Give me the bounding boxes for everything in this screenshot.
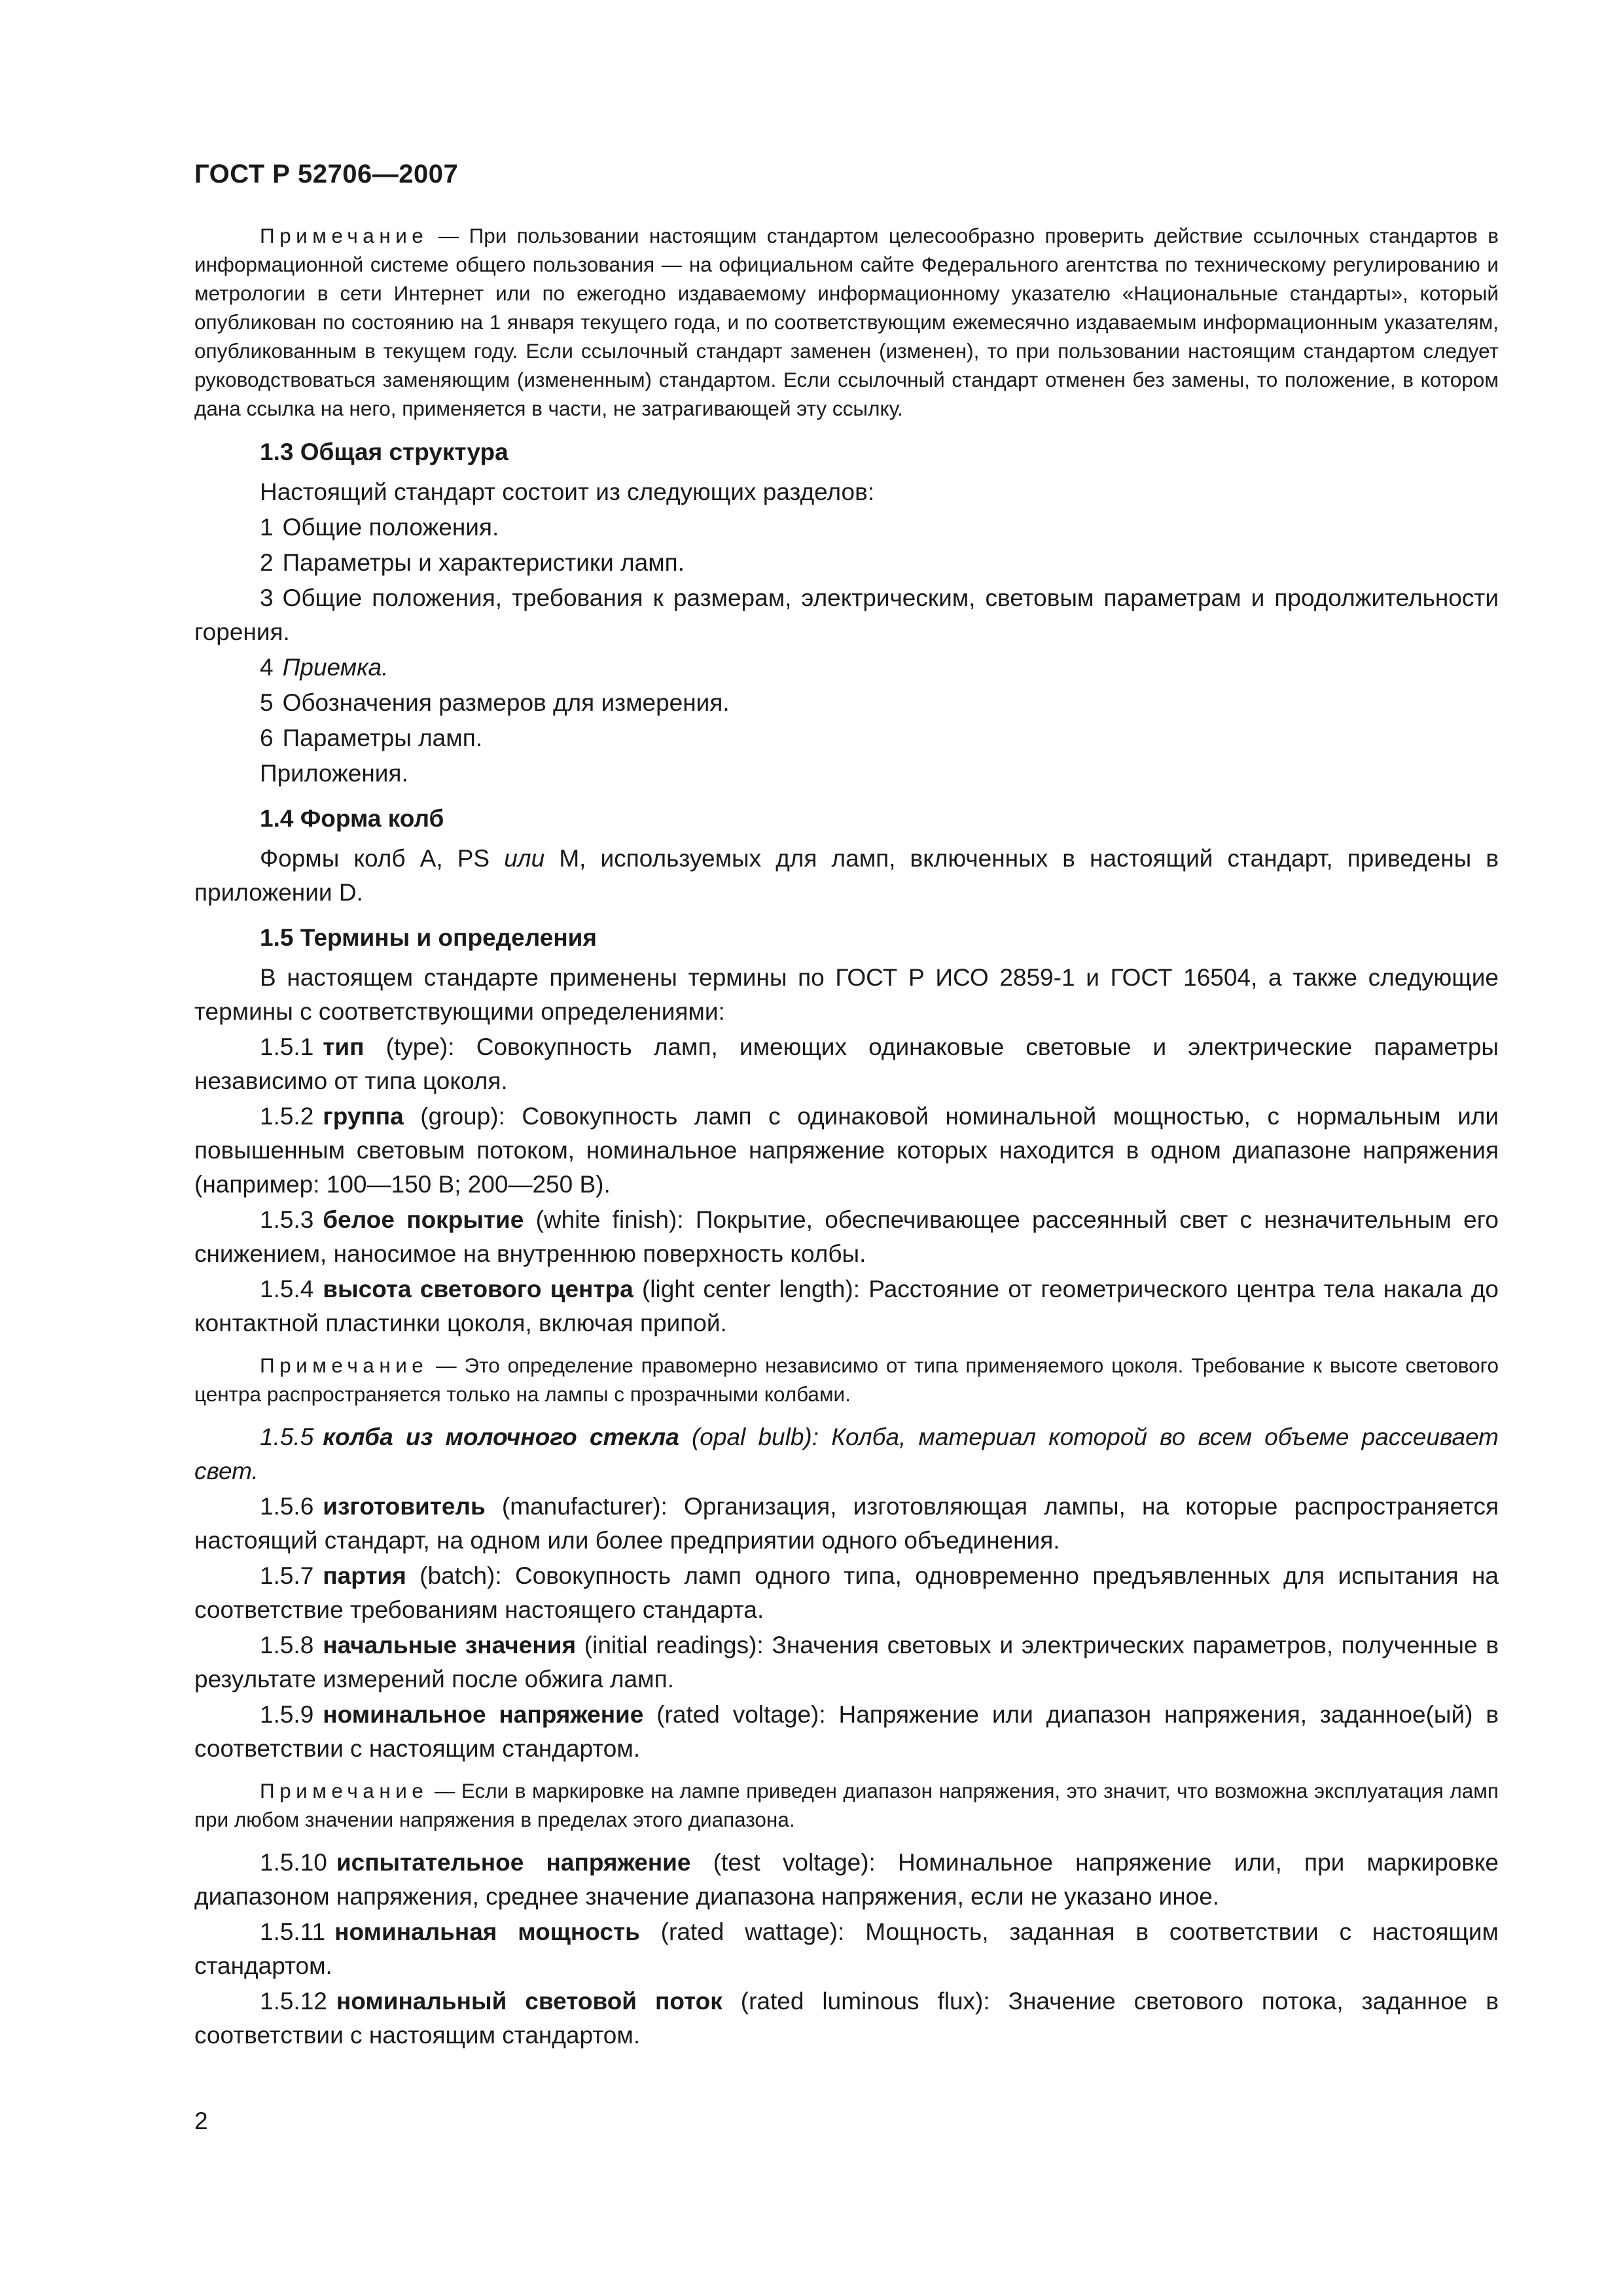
definition-1-5-4 (194, 1272, 1499, 1340)
def-term: высота светового центра (323, 1276, 633, 1302)
def-number: 1.5.10 (260, 1849, 327, 1876)
def-text: (light center length): Расстояние от геометрического центра тела накала до контактной пластинки цоколя, включая припой. (194, 1276, 1499, 1336)
def-text: (white finish): Покрытие, обеспечивающее рассеянный свет с незначительным его снижением, наносимое на внутреннюю поверхность колбы. (194, 1206, 1499, 1267)
definition-1-5-8 (194, 1628, 1499, 1696)
def-term: начальные значения (323, 1632, 577, 1659)
section-heading-1-3: 1.3 Общая структура (260, 439, 508, 465)
definition-1-5-1 (194, 1030, 1499, 1098)
definition-1-5-6 (194, 1490, 1499, 1558)
note-voltage-range (194, 1776, 1499, 1834)
section-1-5-intro: В настоящем стандарте применены термины по ГОСТ Р ИСО 2859-1 и ГОСТ 16504, а также следующие термины с соответствующими определениями: (194, 964, 1499, 1025)
structure-item (194, 651, 1499, 685)
def-term: партия (323, 1562, 406, 1589)
item-number: 5 (260, 689, 274, 716)
note-label: Примечание (260, 1779, 429, 1803)
def-number: 1.5.8 (260, 1632, 314, 1659)
page-header: ГОСТ Р 52706—2007 (194, 160, 459, 188)
note-text: — Это определение правомерно независимо от типа применяемого цоколя. Требование к высоте светового центра распространяется только на лампы с прозрачными колбами. (194, 1354, 1499, 1406)
structure-appendix: Приложения. (260, 760, 408, 787)
def-number: 1.5.12 (260, 1988, 327, 2015)
page-number: 2 (194, 2108, 208, 2134)
structure-item (194, 721, 1499, 755)
text-part: M, используемых для ламп, включенных в настоящий стандарт, приведены в приложении D. (194, 845, 1499, 906)
def-term: изготовитель (323, 1493, 486, 1520)
section-heading-1-5: 1.5 Термины и определения (260, 924, 597, 951)
item-text: Обозначения размеров для измерения. (282, 689, 730, 716)
def-text: (rated voltage): Напряжение или диапазон напряжения, заданное(ый) в соответствии с настоящим стандартом. (194, 1701, 1499, 1762)
def-text: (rated wattage): Мощность, заданная в соответствии с настоящим стандартом. (194, 1918, 1499, 1979)
section-1-4-text (194, 842, 1499, 910)
spacer (194, 1767, 1499, 1776)
def-number: 1.5.4 (260, 1276, 314, 1302)
item-text: Общие положения. (282, 514, 499, 541)
def-number: 1.5.9 (260, 1701, 314, 1728)
def-term: номинальный световой поток (336, 1988, 722, 2015)
item-text: Общие положения, требования к размерам, электрическим, световым параметрам и продолжительности горения. (194, 584, 1499, 645)
structure-item (194, 546, 1499, 580)
note-text: — Если в маркировке на лампе приведен диапазон напряжения, это значит, что возможна эксплуатация ламп при любом значении напряжения в пределах этого диапазона. (194, 1779, 1499, 1831)
definition-1-5-2 (194, 1100, 1499, 1202)
section-heading-1-4: 1.4 Форма колб (260, 805, 444, 832)
section-1-3-intro: Настоящий стандарт состоит из следующих разделов: (260, 478, 875, 505)
structure-item (194, 686, 1499, 720)
def-text: (test voltage): Номинальное напряжение или, при маркировке диапазоном напряжения, среднее значение диапазона напряжения, если не указано иное. (194, 1849, 1499, 1910)
structure-item (194, 511, 1499, 545)
text-part-italic: или (504, 845, 545, 872)
item-text: Приемка. (282, 654, 389, 681)
def-term: номинальная мощность (334, 1918, 640, 1945)
def-number: 1.5.11 (260, 1918, 326, 1945)
definition-1-5-9 (194, 1698, 1499, 1766)
definition-1-5-5 (194, 1420, 1499, 1488)
def-text: (initial readings): Значения световых и электрических параметров, полученные в результате измерений после обжига ламп. (194, 1632, 1499, 1693)
definition-1-5-12 (194, 1984, 1499, 2053)
def-term: группа (323, 1103, 404, 1130)
def-term: тип (323, 1033, 365, 1060)
page-body (194, 221, 1499, 2054)
def-number: 1.5.7 (260, 1562, 314, 1589)
item-text: Параметры ламп. (282, 725, 483, 751)
definition-1-5-10 (194, 1846, 1499, 1914)
text-part: Формы колб А, PS (260, 845, 505, 872)
def-text: (rated luminous flux): Значение светового потока, заданное в соответствии с настоящим стандартом. (194, 1988, 1499, 2049)
item-number: 4 (260, 654, 274, 681)
note-text: — При пользовании настоящим стандартом целесообразно проверить действие ссылочных стандартов в информационной системе общего пользования — на официальном сайте Федерального агентства по техническому регулированию и метрологии в сети Интернет или по ежегодно издаваемому информационному указателю «Национальные стандарты», который опубликован по состоянию на 1 января текущего года, и по соответствующим ежемесячно издаваемым информационным указателям, опубликованным в текущем году. Если ссылочный стандарт заменен (изменен), то при пользовании настоящим стандартом следует руководствоваться заменяющим (измененным) стандартом. Если ссылочный стандарт отменен без замены, то положение, в котором дана ссылка на него, применяется в части, не затрагивающей эту ссылку. (194, 224, 1499, 420)
definition-1-5-7 (194, 1559, 1499, 1627)
item-number: 6 (260, 725, 274, 751)
def-term: испытательное напряжение (336, 1849, 691, 1876)
def-number: 1.5.1 (260, 1033, 314, 1060)
def-number: 1.5.3 (260, 1206, 314, 1233)
note-label: Примечание (260, 224, 429, 247)
structure-item (194, 581, 1499, 649)
def-text: (group): Совокупность ламп с одинаковой номинальной мощностью, с нормальным или повышенным световым потоком, номинальное напряжение которых находится в одном диапазоне напряжения (например: 100—150 В; 200—250 В). (194, 1103, 1499, 1198)
note-references (194, 221, 1499, 423)
def-number: 1.5.2 (260, 1103, 314, 1130)
def-text: (type): Совокупность ламп, имеющих одинаковые световые и электрические параметры независимо от типа цоколя. (194, 1033, 1499, 1094)
def-text: (batch): Совокупность ламп одного типа, одновременно предъявленных для испытания на соответствие требованиям настоящего стандарта. (194, 1562, 1499, 1623)
def-term: белое покрытие (323, 1206, 524, 1233)
item-number: 2 (260, 549, 274, 576)
def-term: колба из молочного стекла (323, 1424, 679, 1450)
def-number: 1.5.6 (260, 1493, 314, 1520)
def-text: (opal bulb): Колба, материал которой во всем объеме рассеивает свет. (194, 1424, 1499, 1484)
spacer (194, 911, 1499, 920)
definition-1-5-11 (194, 1915, 1499, 1983)
spacer (194, 792, 1499, 801)
note-label: Примечание (260, 1354, 429, 1377)
note-light-center (194, 1351, 1499, 1408)
def-number: 1.5.5 (260, 1424, 314, 1450)
definition-1-5-3 (194, 1203, 1499, 1271)
item-text: Параметры и характеристики ламп. (282, 549, 685, 576)
item-number: 3 (260, 584, 274, 611)
spacer (194, 1342, 1499, 1351)
def-term: номинальное напряжение (323, 1701, 644, 1728)
def-text: (manufacturer): Организация, изготовляющая лампы, на которые распространяется настоящий стандарт, на одном или более предприятии одного объединения. (194, 1493, 1499, 1554)
item-number: 1 (260, 514, 274, 541)
